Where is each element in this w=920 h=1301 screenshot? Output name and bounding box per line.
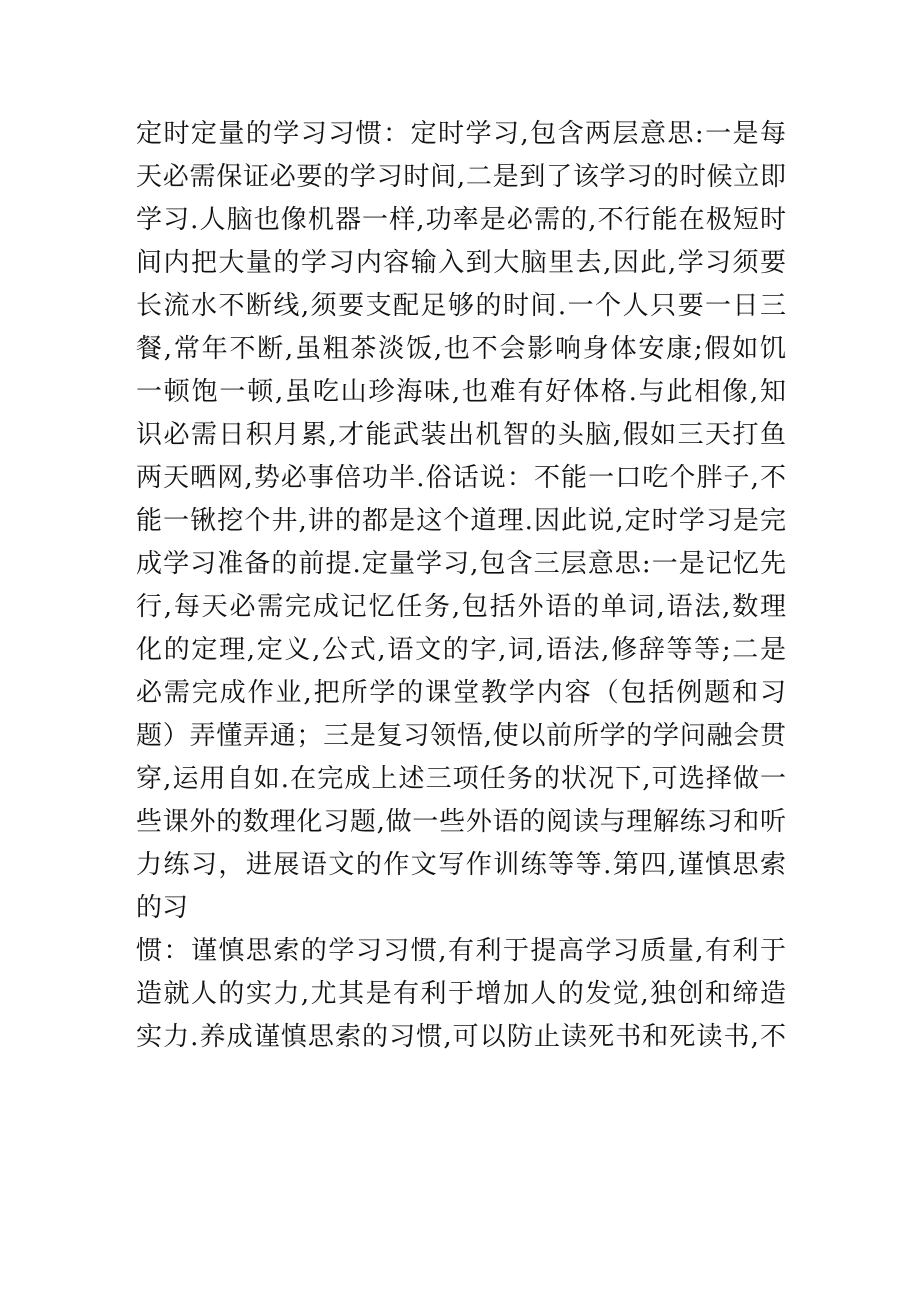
text-line: 必需完成作业,把所学的课堂教学内容（包括例题和习 bbox=[136, 678, 786, 708]
text-line: 餐,常年不断,虽粗茶淡饭,也不会影响身体安康;假如饥 bbox=[136, 334, 786, 364]
text-line: 能一锹挖个井,讲的都是这个道理.因此说,定时学习是完 bbox=[136, 506, 786, 536]
text-line: 实力.养成谨慎思索的习惯,可以防止读死书和死读书,不 bbox=[136, 1022, 786, 1052]
text-line: 力练习，进展语文的作文写作训练等等.第四,谨慎思索 bbox=[136, 850, 786, 880]
text-line: 定时定量的学习习惯：定时学习,包含两层意思:一是每 bbox=[136, 119, 786, 149]
text-line: 的习 bbox=[136, 893, 189, 923]
body-text bbox=[136, 113, 786, 1059]
text-line: 学习.人脑也像机器一样,功率是必需的,不行能在极短时 bbox=[136, 205, 786, 235]
text-line: 穿,运用自如.在完成上述三项任务的状况下,可选择做一 bbox=[136, 764, 786, 794]
text-line: 间内把大量的学习内容输入到大脑里去,因此,学习须要 bbox=[136, 248, 786, 278]
text-line: 造就人的实力,尤其是有利于增加人的发觉,独创和缔造 bbox=[136, 979, 786, 1009]
text-line: 行,每天必需完成记忆任务,包括外语的单词,语法,数理 bbox=[136, 592, 786, 622]
text-line: 惯：谨慎思索的学习习惯,有利于提高学习质量,有利于 bbox=[136, 936, 786, 966]
text-line: 些课外的数理化习题,做一些外语的阅读与理解练习和听 bbox=[136, 807, 786, 837]
text-line: 两天晒网,势必事倍功半.俗话说：不能一口吃个胖子,不 bbox=[136, 463, 786, 493]
text-line: 一顿饱一顿,虽吃山珍海味,也难有好体格.与此相像,知 bbox=[136, 377, 786, 407]
text-line: 成学习准备的前提.定量学习,包含三层意思:一是记忆先 bbox=[136, 549, 786, 579]
text-line: 识必需日积月累,才能武装出机智的头脑,假如三天打鱼 bbox=[136, 420, 786, 450]
text-line: 长流水不断线,须要支配足够的时间.一个人只要一日三 bbox=[136, 291, 786, 321]
text-line: 题）弄懂弄通；三是复习领悟,使以前所学的学问融会贯 bbox=[136, 721, 786, 751]
text-line: 天必需保证必要的学习时间,二是到了该学习的时候立即 bbox=[136, 162, 786, 192]
text-line: 化的定理,定义,公式,语文的字,词,语法,修辞等等;二是 bbox=[136, 635, 786, 665]
